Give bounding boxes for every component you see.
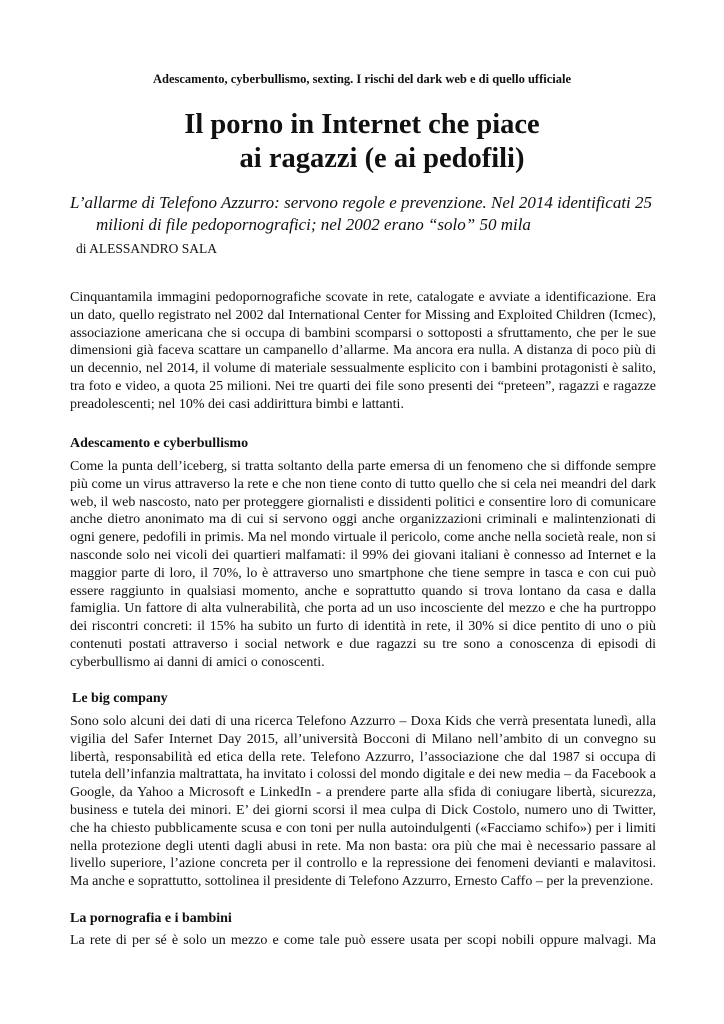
title-line-2: ai ragazzi (e ai pedofili) <box>239 143 525 174</box>
section-heading-adescamento: Adescamento e cyberbullismo <box>70 436 249 451</box>
title-line-1: Il porno in Internet che piace <box>184 109 540 140</box>
subtitle-line-1: L’allarme di Telefono Azzurro: servono regole e prevenzione. Nel 2014 identificati 25 <box>70 193 653 212</box>
paragraph-pornografia: La rete di per sé è solo un mezzo e come tale può essere usata per scopi nobili oppure malvagi. Ma <box>70 933 656 948</box>
paragraph-adescamento: Come la punta dell’iceberg, si tratta soltanto della parte emersa di un fenomeno che si diffonde sempre più come un virus attraverso la rete e che non tiene conto di tutto quello che si cela nei meandri del dark web, il web nascosto, nato per proteggere giornalisti e dissidenti politici e consentire loro di comunicare anche dietro anonimato ma di cui si servono oggi anche organizzazioni criminali e malintenzionati di ogni genere, pedofili in primis. Ma nel mondo virtuale il pericolo, come anche nella società reale, non si nasconde solo nei vicoli dei quartieri malfamati: il 99% dei giovani italiani è connesso ad Internet e la maggior parte di loro, il 70%, lo è attraverso uno smartphone che tiene sempre in tasca e con cui può essere raggiunto in qualsiasi momento, anche e soprattutto quando si trova lontano da casa e dalla famiglia. Un fattore di alta vulnerabilità, che porta ad un uso incosciente del mezzo e che ha purtroppo dei riscontri concreti: il 15% ha subito un furto di identità in rete, il 30% si dice pentito di uno o più contenuti postati attraverso i social network e due ragazzi su tre sono a conoscenza di episodi di cyberbullismo ai danni di amici o conoscenti. <box>70 459 656 670</box>
paragraph-big-company: Sono solo alcuni dei dati di una ricerca Telefono Azzurro – Doxa Kids che verrà presentata lunedì, alla vigilia del Safer Internet Day 2015, all’università Bocconi di Milano nell’ambito di un convegno su libertà, responsabilità ed etica della rete. Telefono Azzurro, l’associazione che dal 1987 si occupa di tutela dell’infanzia maltrattata, ha invitato i colossi del mondo digitale e dei new media – da Facebook a Google, da Yahoo a Microsoft e LinkedIn - a prendere parte alla sfida di coniugare libertà, sicurezza, business e tutela dei minori. E’ dei giorni scorsi il mea culpa di Dick Costolo, numero uno di Twitter, che ha chiesto pubblicamente scusa e con toni per nulla autoindulgenti («Facciamo schifo») per i limiti nella protezione degli utenti dagli abusi in rete. Ma non basta: ora più che mai è necessario passare al livello superiore, l’azione concreta per il controllo e la repressione dei fenomeni devianti e malavitosi. Ma anche e soprattutto, sottolinea il presidente di Telefono Azzurro, Ernesto Caffo – per la prevenzione. <box>70 714 656 890</box>
section-heading-pornografia: La pornografia e i bambini <box>70 911 232 926</box>
article-byline: di ALESSANDRO SALA <box>76 241 218 256</box>
section-heading-big-company: Le big company <box>72 691 168 706</box>
article-title <box>0 108 724 176</box>
paragraph-intro: Cinquantamila immagini pedopornografiche scovate in rete, catalogate e avviate a identificazione. Era un dato, quello registrato nel 2002 dal International Center for Missing and Exploited Children (Icmec), associazione americana che si occupa di bambini scomparsi o sottoposti a sfruttamento, che per le sue dimensioni già faceva scattare un campanello d’allarme. Ma ancora era nulla. A distanza di poco più di un decennio, nel 2014, il volume di materiale sessualmente esplicito con i bambini protagonisti è salito, tra foto e video, a quota 25 milioni. Nei tre quarti dei file sono presenti dei “preteen”, ragazzi e ragazze preadolescenti; nel 10% dei casi addirittura bimbi e lattanti. <box>70 290 656 412</box>
article-subtitle <box>70 192 660 236</box>
subtitle-line-2: milioni di file pedopornografici; nel 2002 erano “solo” 50 mila <box>96 215 531 234</box>
article-kicker: Adescamento, cyberbullismo, sexting. I rischi del dark web e di quello ufficiale <box>152 72 572 86</box>
